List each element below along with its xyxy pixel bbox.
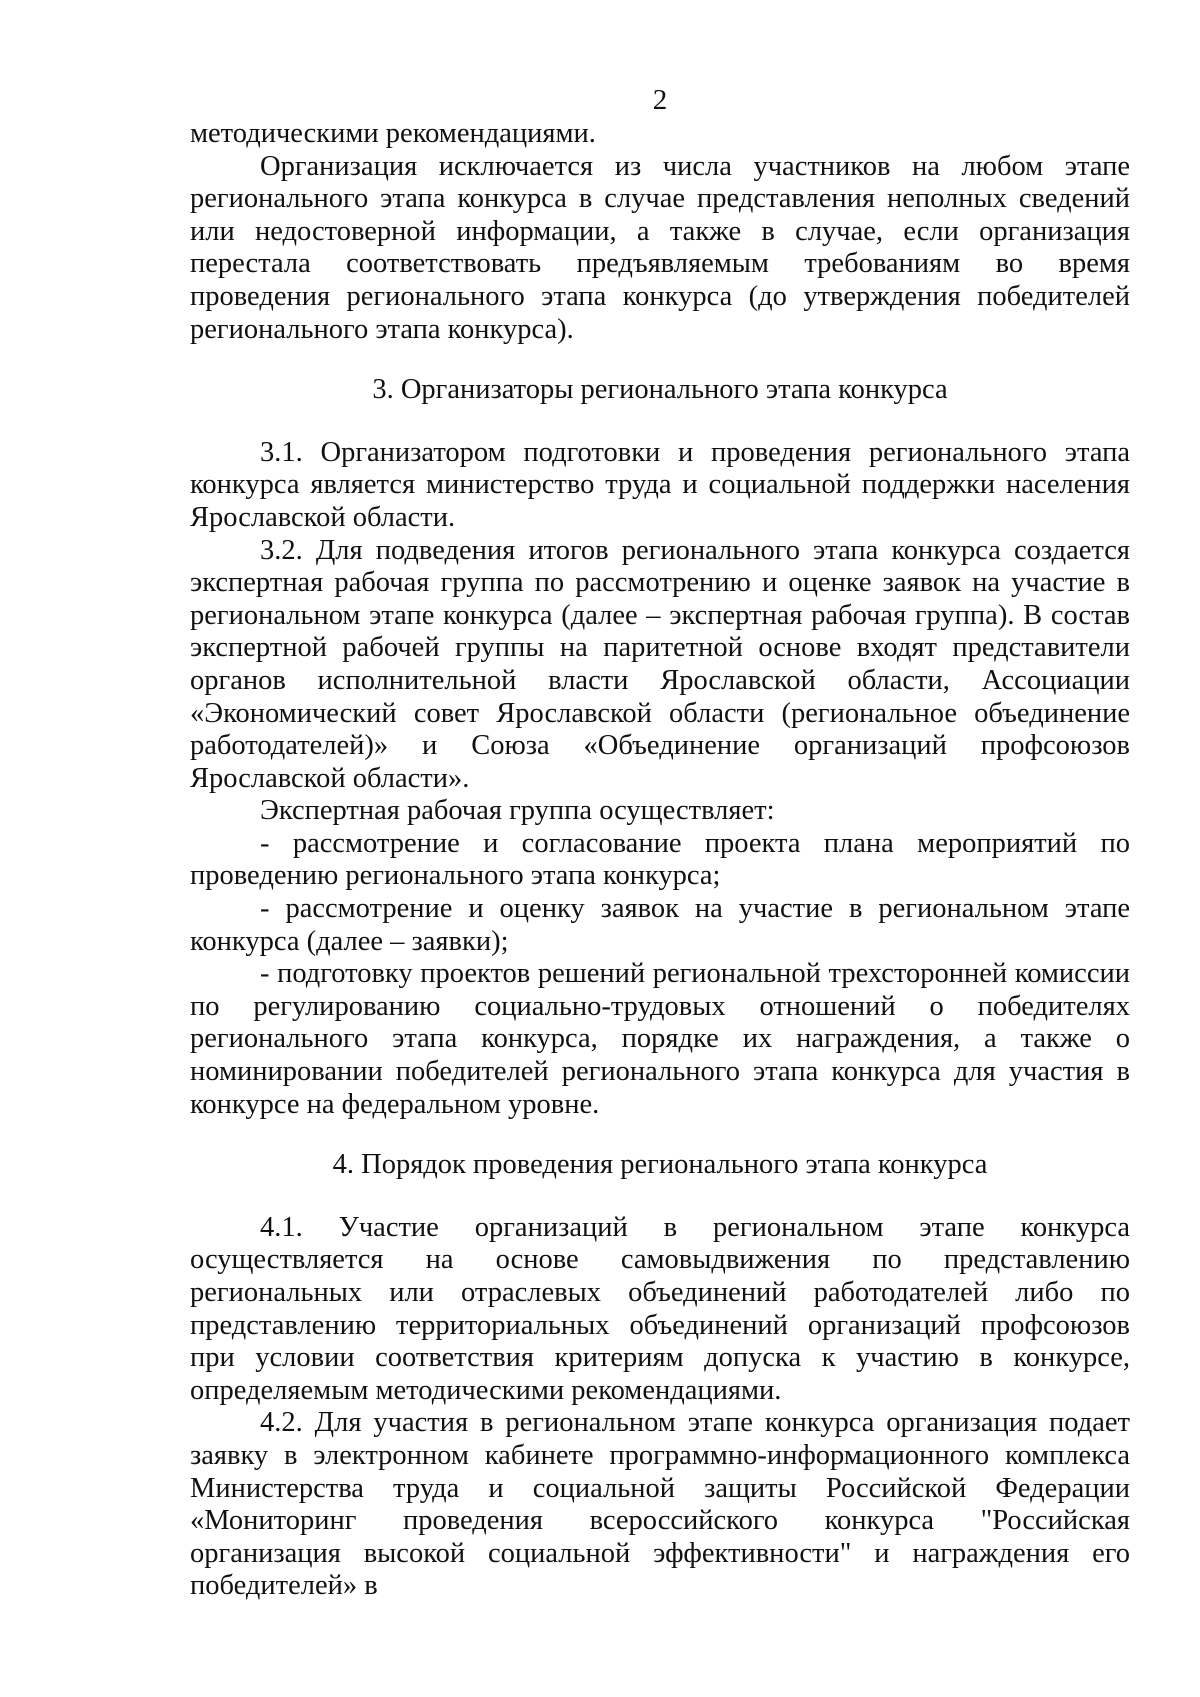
paragraph-continuation: методическими рекомендациями. xyxy=(190,118,596,149)
paragraph-4-2: 4.2. Для участия в региональном этапе конкурса организация подает заявку в электронном кабинете программно-информационного комплекса Министерства труда и социальной защиты Российской Федерации «Мониторинг проведения всероссийского конкурса "Российская организация высокой социальной эффективности" и награждения его победителей» в xyxy=(190,1407,1130,1602)
paragraph-3-1: 3.1. Организатором подготовки и проведения регионального этапа конкурса является министерство труда и социальной поддержки населения Ярославской области. xyxy=(190,436,1130,533)
section-4-heading: 4. Порядок проведения регионального этапа конкурса xyxy=(332,1149,988,1181)
list-item-plan-review: - рассмотрение и согласование проекта плана мероприятий по проведению регионального этапа конкурса; xyxy=(190,827,1130,892)
paragraph-expert-group-intro: Экспертная рабочая группа осуществляет: xyxy=(260,795,775,827)
paragraph-4-1: 4.1. Участие организаций в региональном этапе конкурса осуществляется на основе самовыдвижения по представлению региональных или отраслевых объединений работодателей либо по представлению территориальных объединений организаций профсоюзов при условии соответствия критериям допуска к участию в конкурсе, определяемым методическими рекомендациями. xyxy=(190,1211,1130,1406)
list-item-application-review: - рассмотрение и оценку заявок на участие в региональном этапе конкурса (далее – заявки); xyxy=(190,893,1130,957)
page-number: 2 xyxy=(652,84,668,116)
document-body xyxy=(190,118,1130,1603)
paragraph-exclusion: Организация исключается из числа участников на любом этапе регионального этапа конкурса в случае представления неполных сведений или недостоверной информации, а также в случае, если организация перестала соответствовать предъявляемым требованиям во время проведения регионального этапа конкурса (до утверждения победителей регионального этапа конкурса). xyxy=(190,150,1130,345)
paragraph-3-2: 3.2. Для подведения итогов регионального этапа конкурса создается экспертная рабочая группа по рассмотрению и оценке заявок на участие в региональном этапе конкурса (далее – экспертная рабочая группа). В состав экспертной рабочей группы на паритетной основе входят представители органов исполнительной власти Ярославской области, Ассоциации «Экономический совет Ярославской области (региональное объединение работодателей)» и Союза «Объединение организаций профсоюзов Ярославской области». xyxy=(190,534,1130,794)
section-3-heading: 3. Организаторы регионального этапа конкурса xyxy=(372,374,948,406)
list-item-decision-drafts: - подготовку проектов решений региональной трехсторонней комиссии по регулированию социально-трудовых отношений о победителях регионального этапа конкурса, порядке их награждения, а также о номинировании победителей регионального этапа конкурса для участия в конкурсе на федеральном уровне. xyxy=(190,958,1130,1120)
